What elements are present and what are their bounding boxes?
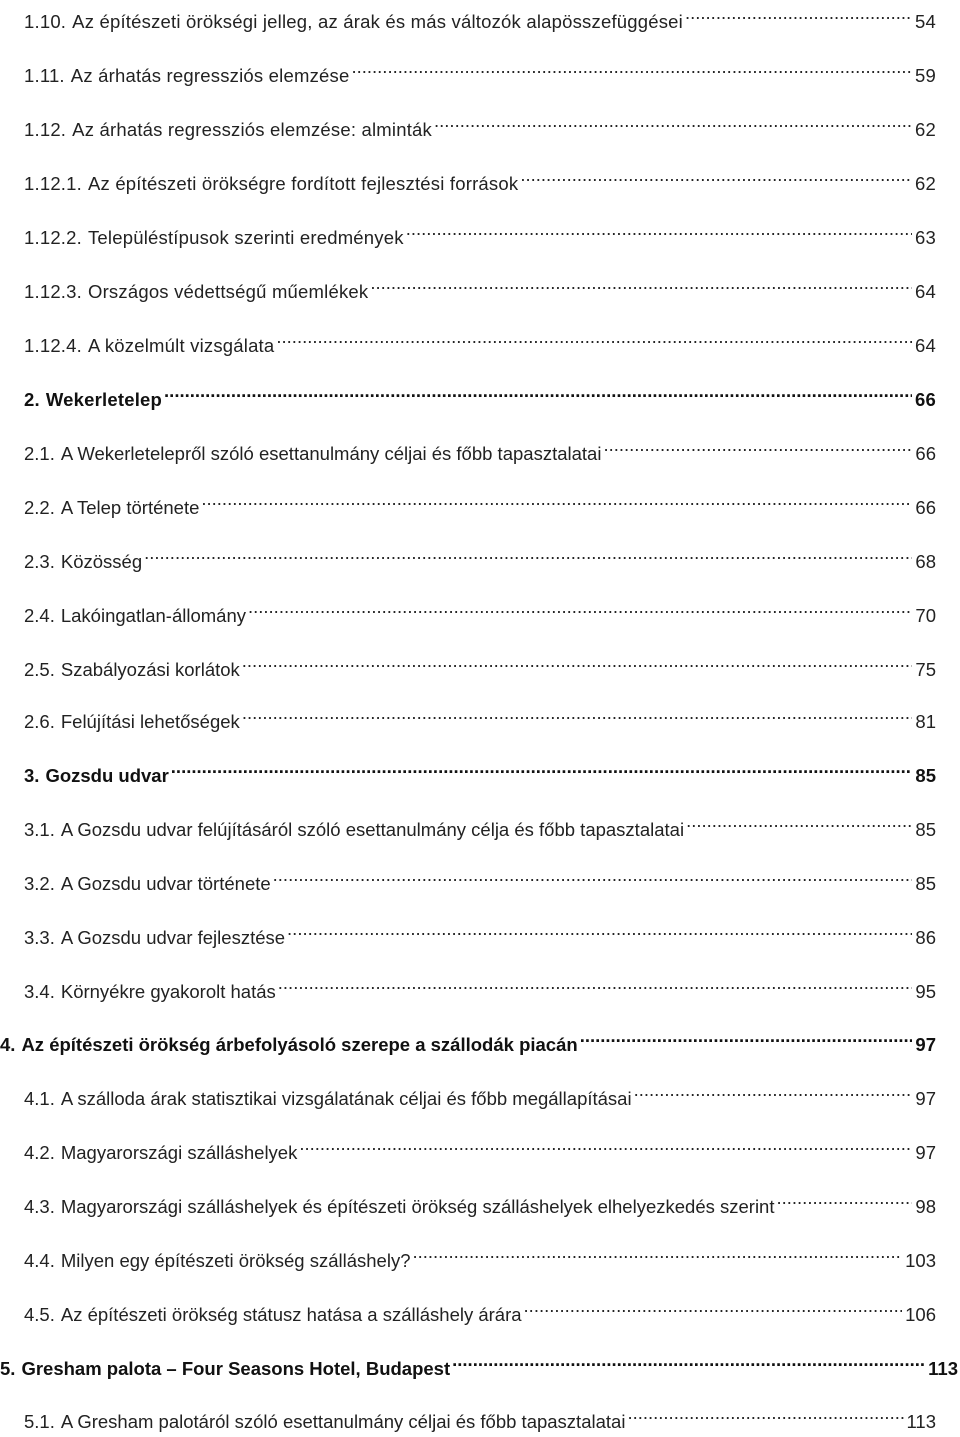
toc-entry-page: 85 <box>915 819 936 840</box>
toc-entry-title: A Gozsdu udvar felújításáról szóló esettanulmány célja és főbb tapasztalatai <box>60 819 685 840</box>
toc-entry-title: Magyarországi szálláshelyek és építészeti örökség szálláshelyek elhelyezkedés szerint <box>60 1196 775 1217</box>
toc-entry-number: 1.12.2. <box>24 227 82 248</box>
toc-entry-page: 98 <box>915 1196 936 1217</box>
toc-entry-number: 3.4. <box>24 981 55 1002</box>
toc-entry-title: Milyen egy építészeti örökség szálláshely? <box>60 1250 411 1271</box>
toc-entry-page: 66 <box>915 443 936 464</box>
toc-entry-page: 66 <box>915 497 936 518</box>
toc-entry[interactable] <box>24 1237 936 1271</box>
toc-entry-page: 70 <box>915 605 936 626</box>
toc-dot-leader <box>452 1345 925 1375</box>
toc-entry-page: 85 <box>915 765 936 786</box>
toc-entry-page: 59 <box>915 65 936 86</box>
toc-entry[interactable] <box>24 1075 936 1109</box>
toc-entry-title: Az építészeti örökségre fordított fejlesztési források <box>87 173 519 194</box>
toc-entry-title: A Gozsdu udvar története <box>60 873 271 894</box>
toc-dot-leader <box>520 160 912 190</box>
toc-entry-number: 4.4. <box>24 1250 55 1271</box>
toc-chapter-entry[interactable] <box>0 1345 958 1379</box>
toc-entry-number: 3.2. <box>24 873 55 894</box>
toc-entry[interactable] <box>24 860 936 894</box>
toc-dot-leader <box>406 214 912 244</box>
toc-dot-leader <box>299 1129 912 1159</box>
toc-entry[interactable] <box>24 698 936 732</box>
toc-entry[interactable] <box>24 268 936 302</box>
toc-entry-title: A közelmúlt vizsgálata <box>87 335 275 356</box>
toc-dot-leader <box>776 1183 912 1213</box>
toc-entry-title: A Gresham palotáról szóló esettanulmány céljai és főbb tapasztalatai <box>60 1411 626 1432</box>
toc-dot-leader <box>412 1237 902 1267</box>
toc-entry-page: 63 <box>915 227 936 248</box>
toc-dot-leader <box>686 806 912 836</box>
toc-entry-page: 95 <box>915 981 936 1002</box>
toc-dot-leader <box>278 968 913 998</box>
toc-entry-number: 1.12.4. <box>24 335 82 356</box>
toc-entry-number: 5.1. <box>24 1411 55 1432</box>
toc-dot-leader <box>580 1021 913 1051</box>
toc-entry-title: Országos védettségű műemlékek <box>87 281 369 302</box>
toc-entry[interactable] <box>24 1183 936 1217</box>
toc-entry-page: 75 <box>915 659 936 680</box>
toc-entry[interactable] <box>24 106 936 140</box>
toc-dot-leader <box>144 538 912 568</box>
toc-entry-number: 4. <box>0 1034 16 1055</box>
toc-entry-title: Az építészeti örökségi jelleg, az árak és más változók alapösszefüggései <box>72 11 683 32</box>
toc-entry-number: 4.5. <box>24 1304 55 1325</box>
toc-dot-leader <box>171 752 913 782</box>
toc-entry-page: 86 <box>915 927 936 948</box>
toc-entry-page: 113 <box>928 1358 958 1379</box>
toc-entry-title: Wekerletelep <box>45 389 163 410</box>
toc-entry-title: Az építészeti örökség árbefolyásoló szerepe a szállodák piacán <box>21 1034 578 1055</box>
toc-entry[interactable] <box>24 806 936 840</box>
toc-entry[interactable] <box>24 1291 936 1325</box>
toc-entry-title: Lakóingatlan-állomány <box>60 605 246 626</box>
toc-entry[interactable] <box>24 914 936 948</box>
toc-entry-number: 5. <box>0 1358 16 1379</box>
toc-entry-number: 1.11. <box>24 65 65 86</box>
toc-entry[interactable] <box>24 0 936 32</box>
toc-entry[interactable] <box>24 968 936 1002</box>
toc-entry-number: 1.10. <box>24 11 67 32</box>
toc-dot-leader <box>273 860 913 890</box>
toc-entry-number: 1.12.1. <box>24 173 82 194</box>
toc-entry-page: 97 <box>915 1142 936 1163</box>
toc-dot-leader <box>276 322 912 352</box>
toc-entry-number: 3.1. <box>24 819 55 840</box>
toc-entry-title: Közösség <box>60 551 143 572</box>
toc-dot-leader <box>164 376 912 406</box>
toc-entry-title: Gresham palota – Four Seasons Hotel, Budapest <box>21 1358 451 1379</box>
toc-entry-page: 113 <box>906 1411 936 1432</box>
toc-entry-number: 2.5. <box>24 659 55 680</box>
toc-dot-leader <box>634 1075 913 1105</box>
toc-entry[interactable] <box>24 160 936 194</box>
toc-entry-title: Gozsdu udvar <box>45 765 169 786</box>
toc-entry-title: Felújítási lehetőségek <box>60 711 240 732</box>
toc-entry-number: 2.1. <box>24 443 55 464</box>
toc-chapter-entry[interactable] <box>0 1021 936 1055</box>
toc-entry-page: 103 <box>905 1250 936 1271</box>
toc-entry-title: Településtípusok szerinti eredmények <box>87 227 404 248</box>
toc-dot-leader <box>603 430 912 460</box>
toc-entry[interactable] <box>24 52 936 86</box>
toc-entry-number: 2.4. <box>24 605 55 626</box>
toc-entry-page: 64 <box>915 281 936 302</box>
toc-entry-page: 81 <box>915 711 936 732</box>
toc-entry-page: 97 <box>915 1088 936 1109</box>
toc-entry[interactable] <box>24 646 936 680</box>
toc-entry-number: 2. <box>24 389 40 410</box>
toc-dot-leader <box>685 0 912 28</box>
toc-entry[interactable] <box>24 592 936 626</box>
toc-dot-leader <box>242 698 913 728</box>
toc-entry-number: 4.3. <box>24 1196 55 1217</box>
toc-entry-title: Az árhatás regressziós elemzése: alminták <box>72 119 433 140</box>
toc-entry-page: 64 <box>915 335 936 356</box>
toc-entry-title: Szabályozási korlátok <box>60 659 240 680</box>
toc-entry-number: 2.6. <box>24 711 55 732</box>
toc-dot-leader <box>351 52 912 82</box>
toc-entry-number: 3. <box>24 765 40 786</box>
toc-entry[interactable] <box>24 214 936 248</box>
toc-entry[interactable] <box>24 538 936 572</box>
toc-entry-title: Az árhatás regressziós elemzése <box>70 65 350 86</box>
toc-entry-title: Az építészeti örökség státusz hatása a szálláshely árára <box>60 1304 522 1325</box>
toc-entry-number: 4.1. <box>24 1088 55 1109</box>
toc-entry-number: 1.12.3. <box>24 281 82 302</box>
toc-chapter-entry[interactable] <box>24 376 936 410</box>
toc-entry-title: Környékre gyakorolt hatás <box>60 981 276 1002</box>
toc-entry-page: 97 <box>915 1034 936 1055</box>
toc-entry-number: 2.2. <box>24 497 55 518</box>
toc-entry-page: 54 <box>915 11 936 32</box>
toc-entry[interactable] <box>24 484 936 518</box>
toc-entry-title: A Wekerletelepről szóló esettanulmány céljai és főbb tapasztalatai <box>60 443 602 464</box>
toc-entry-title: A szálloda árak statisztikai vizsgálatának céljai és főbb megállapításai <box>60 1088 632 1109</box>
toc-entry-page: 85 <box>915 873 936 894</box>
toc-entry-page: 106 <box>905 1304 936 1325</box>
toc-dot-leader <box>201 484 912 514</box>
toc-entry[interactable] <box>24 322 936 356</box>
toc-entry[interactable] <box>24 1129 936 1163</box>
toc-entry-page: 68 <box>915 551 936 572</box>
toc-dot-leader <box>370 268 912 298</box>
toc-dot-leader <box>287 914 912 944</box>
toc-entry-page: 66 <box>915 389 936 410</box>
toc-entry-page: 62 <box>915 119 936 140</box>
toc-entry-number: 2.3. <box>24 551 55 572</box>
toc-entry-title: A Gozsdu udvar fejlesztése <box>60 927 286 948</box>
toc-entry-title: A Telep története <box>60 497 200 518</box>
toc-dot-leader <box>434 106 912 136</box>
toc-dot-leader <box>248 592 912 622</box>
toc-entry-page: 62 <box>915 173 936 194</box>
toc-entry[interactable] <box>24 430 936 464</box>
toc-entry-title: Magyarországi szálláshelyek <box>60 1142 298 1163</box>
toc-chapter-entry[interactable] <box>24 752 936 786</box>
toc-entry-number: 3.3. <box>24 927 55 948</box>
toc-entry-number: 1.12. <box>24 119 67 140</box>
toc-dot-leader <box>524 1291 903 1321</box>
toc-entry-number: 4.2. <box>24 1142 55 1163</box>
toc-dot-leader <box>242 646 913 676</box>
